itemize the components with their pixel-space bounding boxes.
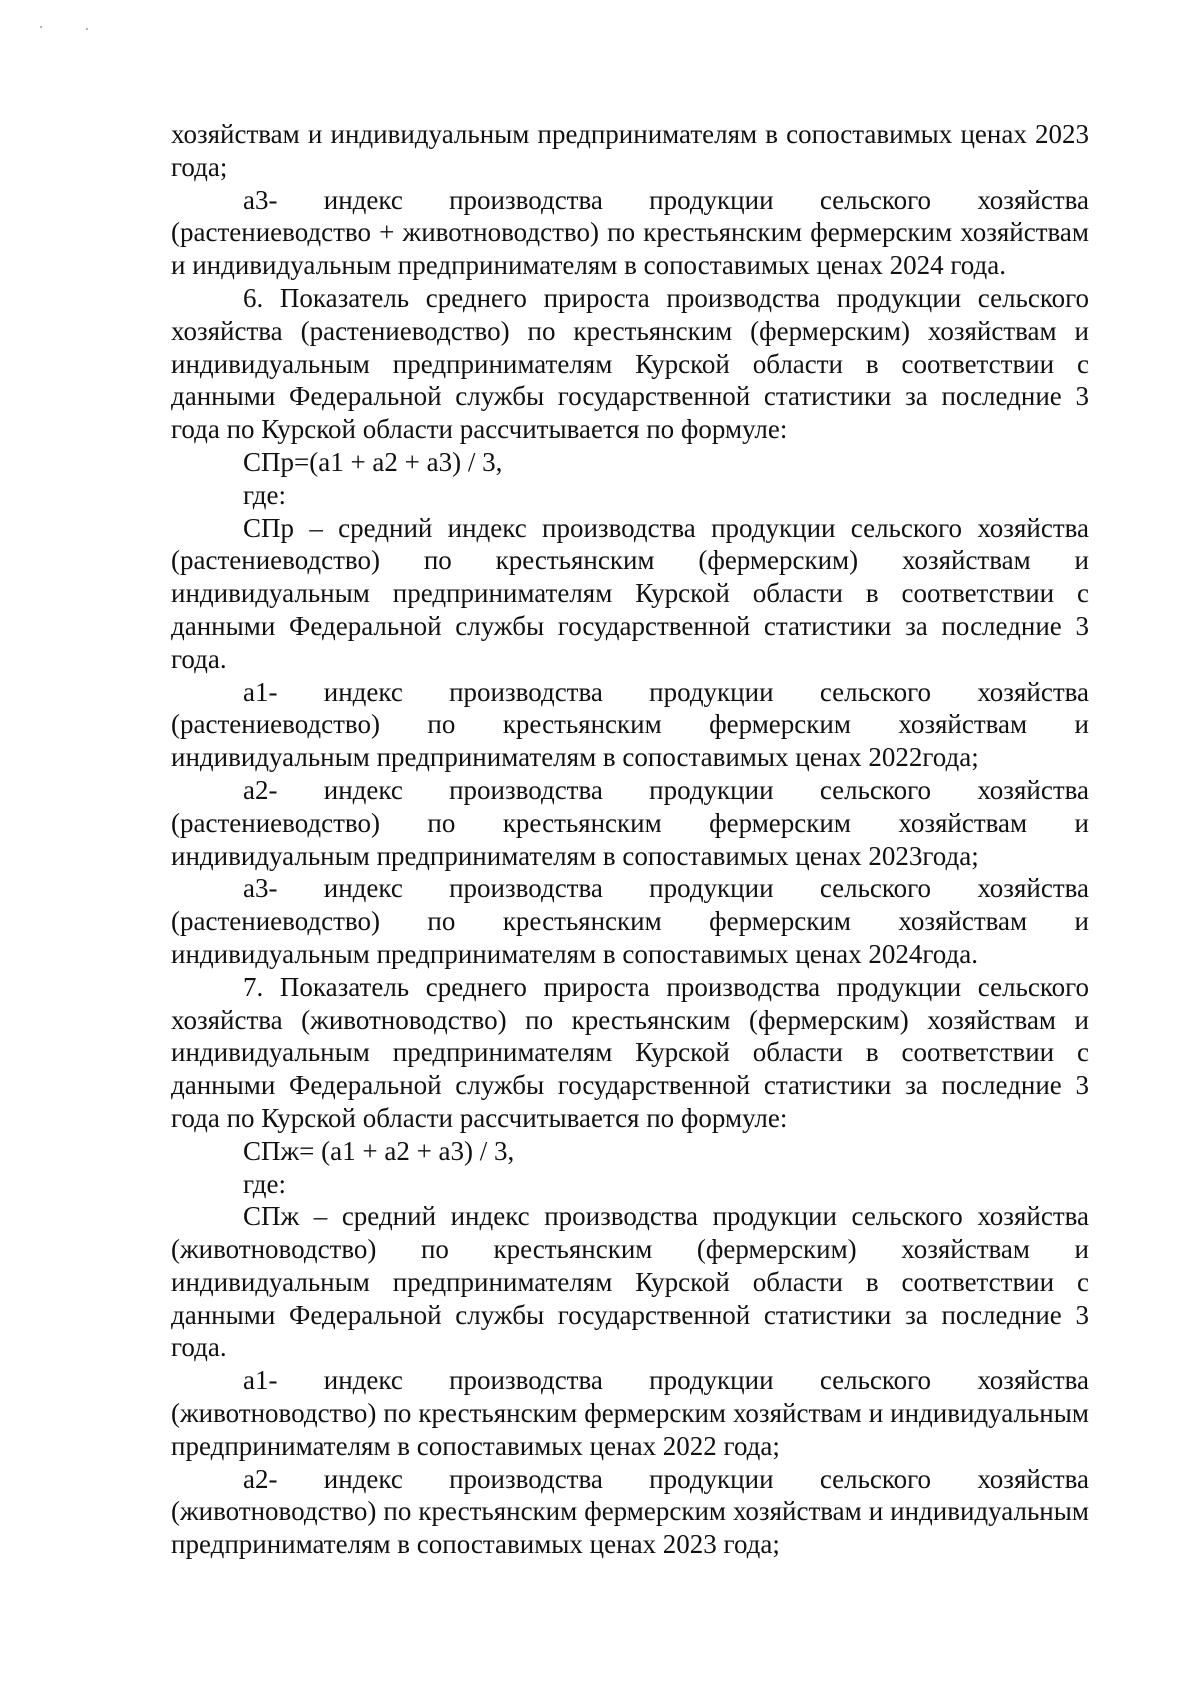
- paragraph-item-7: 7. Показатель среднего прироста производства продукции сельского хозяйства (животноводство) по крестьянским (фермерским) хозяйствам и индивидуальным предпринимателям Курской области в соответствии с данными Федеральной службы государственной статистики за последние 3 года по Курской области рассчитывается по формуле:: [171, 971, 1089, 1133]
- formula-spzh: СПж= (а1 + а2 + а3) / 3,: [243, 1135, 515, 1166]
- document-body: [171, 118, 1089, 1561]
- paragraph-a2-livestock: а2- индекс производства продукции сельского хозяйства (животноводство) по крестьянским фермерским хозяйствам и индивидуальным предпринимателям в сопоставимых ценах 2023 года;: [171, 1463, 1089, 1560]
- paragraph-a2-crop: а2- индекс производства продукции сельского хозяйства (растениеводство) по крестьянским фермерским хозяйствам и индивидуальным предпринимателям в сопоставимых ценах 2023года;: [171, 774, 1089, 871]
- paragraph-a1-crop: а1- индекс производства продукции сельского хозяйства (растениеводство) по крестьянским фермерским хозяйствам и индивидуальным предпринимателям в сопоставимых ценах 2022года;: [171, 676, 1089, 773]
- formula-spr: СПр=(а1 + а2 + а3) / 3,: [243, 446, 503, 477]
- scan-speck: [40, 26, 42, 28]
- paragraph-continuation: хозяйствам и индивидуальным предпринимателям в сопоставимых ценах 2023 года;: [171, 119, 1089, 182]
- paragraph-a1-livestock: а1- индекс производства продукции сельского хозяйства (животноводство) по крестьянским фермерским хозяйствам и индивидуальным предпринимателям в сопоставимых ценах 2022 года;: [171, 1365, 1089, 1461]
- paragraph-spr-definition: СПр – средний индекс производства продукции сельского хозяйства (растениеводство) по крестьянским (фермерским) хозяйствам и индивидуальным предпринимателям Курской области в соответствии с данными Федеральной службы государственной статистики за последние 3 года.: [171, 512, 1089, 674]
- paragraph-spzh-definition: СПж – средний индекс производства продукции сельского хозяйства (животноводство) по крестьянским (фермерским) хозяйствам и индивидуальным предпринимателям Курской области в соответствии с данными Федеральной службы государственной статистики за последние 3 года.: [171, 1201, 1089, 1363]
- paragraph-item-6: 6. Показатель среднего прироста производства продукции сельского хозяйства (растениеводство) по крестьянским (фермерским) хозяйствам и индивидуальным предпринимателям Курской области в соответствии с данными Федеральной службы государственной статистики за последние 3 года по Курской области рассчитывается по формуле:: [171, 282, 1089, 445]
- paragraph-a3-crop: а3- индекс производства продукции сельского хозяйства (растениеводство) по крестьянским фермерским хозяйствам и индивидуальным предпринимателям в сопоставимых ценах 2024года.: [171, 873, 1089, 969]
- where-label: где:: [243, 479, 286, 510]
- scan-speck: [86, 28, 88, 30]
- paragraph-a3-livestock-crop: а3- индекс производства продукции сельского хозяйства (растениеводство + животноводство) по крестьянским фермерским хозяйствам и индивидуальным предпринимателям в сопоставимых ценах 2024 года.: [171, 184, 1089, 281]
- where-label: где:: [243, 1168, 286, 1199]
